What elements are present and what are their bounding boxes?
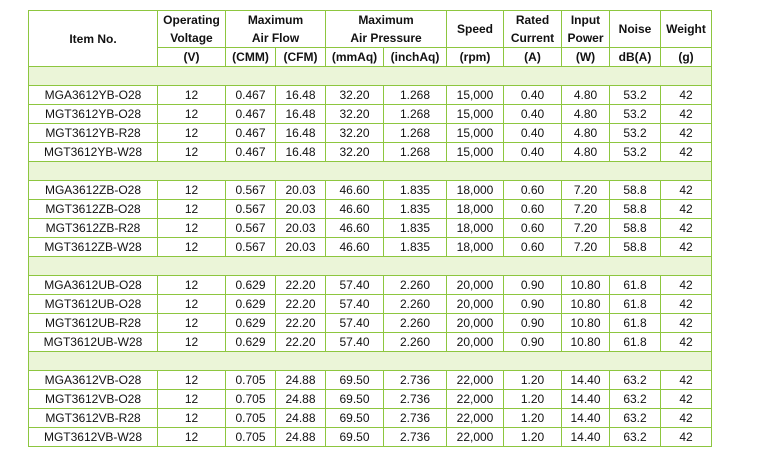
table-cell: 12: [158, 200, 226, 219]
table-cell: 1.20: [504, 371, 562, 390]
table-cell: 0.567: [226, 181, 276, 200]
table-cell: 2.736: [384, 428, 447, 447]
table-cell: 22.20: [276, 295, 326, 314]
unit-cell: (g): [661, 48, 712, 67]
table-cell: 0.40: [504, 124, 562, 143]
table-row: [29, 181, 712, 200]
item-number-cell: MGT3612UB-O28: [29, 295, 158, 314]
table-cell: 22,000: [447, 428, 504, 447]
table-cell: 14.40: [562, 390, 610, 409]
item-number-cell: MGT3612UB-R28: [29, 314, 158, 333]
table-cell: 16.48: [276, 124, 326, 143]
table-row: [29, 276, 712, 295]
table-row: [29, 314, 712, 333]
table-cell: 1.835: [384, 200, 447, 219]
table-cell: 20,000: [447, 314, 504, 333]
table-cell: 0.90: [504, 295, 562, 314]
header-row: [29, 11, 712, 48]
table-cell: 20.03: [276, 238, 326, 257]
table-cell: 0.40: [504, 143, 562, 162]
table-row: [29, 124, 712, 143]
table-cell: 58.8: [610, 238, 661, 257]
item-number-cell: MGT3612ZB-O28: [29, 200, 158, 219]
table-cell: 12: [158, 238, 226, 257]
table-cell: 0.567: [226, 200, 276, 219]
group-separator: [29, 162, 712, 181]
table-cell: 0.467: [226, 143, 276, 162]
table-cell: 1.20: [504, 409, 562, 428]
table-cell: 22.20: [276, 276, 326, 295]
table-cell: 0.705: [226, 371, 276, 390]
table-cell: 10.80: [562, 276, 610, 295]
item-number-cell: MGT3612VB-W28: [29, 428, 158, 447]
header-rated-current: Rated Current: [504, 11, 562, 48]
table-cell: 42: [661, 371, 712, 390]
item-number-cell: MGT3612YB-O28: [29, 105, 158, 124]
table-cell: 0.567: [226, 238, 276, 257]
item-number-cell: MGT3612ZB-R28: [29, 219, 158, 238]
table-cell: 0.60: [504, 181, 562, 200]
table-cell: 12: [158, 219, 226, 238]
header-input-power: Input Power: [562, 11, 610, 48]
table-cell: 53.2: [610, 105, 661, 124]
table-cell: 12: [158, 105, 226, 124]
table-cell: 12: [158, 86, 226, 105]
unit-cell: (A): [504, 48, 562, 67]
unit-cell: (inchAq): [384, 48, 447, 67]
fan-spec-table: [28, 10, 712, 447]
table-cell: 20.03: [276, 219, 326, 238]
table-cell: 69.50: [326, 409, 384, 428]
table-cell: 32.20: [326, 86, 384, 105]
table-cell: 1.835: [384, 238, 447, 257]
table-cell: 15,000: [447, 86, 504, 105]
table-cell: 16.48: [276, 143, 326, 162]
table-cell: 1.835: [384, 181, 447, 200]
item-number-cell: MGT3612UB-W28: [29, 333, 158, 352]
table-row: [29, 105, 712, 124]
table-cell: 1.835: [384, 219, 447, 238]
group-separator-row: [29, 257, 712, 276]
table-cell: 4.80: [562, 124, 610, 143]
item-number-cell: MGT3612YB-R28: [29, 124, 158, 143]
table-cell: 57.40: [326, 333, 384, 352]
table-cell: 4.80: [562, 143, 610, 162]
table-cell: 20,000: [447, 276, 504, 295]
table-cell: 42: [661, 390, 712, 409]
item-number-cell: MGA3612VB-O28: [29, 371, 158, 390]
unit-cell: (V): [158, 48, 226, 67]
unit-cell: (W): [562, 48, 610, 67]
table-row: [29, 428, 712, 447]
table-cell: 42: [661, 124, 712, 143]
table-cell: 0.705: [226, 428, 276, 447]
table-cell: 42: [661, 428, 712, 447]
table-cell: 58.8: [610, 219, 661, 238]
table-cell: 0.60: [504, 219, 562, 238]
table-cell: 1.268: [384, 86, 447, 105]
table-cell: 12: [158, 181, 226, 200]
table-cell: 61.8: [610, 295, 661, 314]
table-cell: 0.567: [226, 219, 276, 238]
table-cell: 42: [661, 200, 712, 219]
table-cell: 1.20: [504, 390, 562, 409]
table-cell: 42: [661, 295, 712, 314]
table-cell: 18,000: [447, 219, 504, 238]
unit-cell: dB(A): [610, 48, 661, 67]
table-cell: 12: [158, 314, 226, 333]
table-cell: 46.60: [326, 181, 384, 200]
table-cell: 15,000: [447, 143, 504, 162]
table-cell: 69.50: [326, 390, 384, 409]
table-cell: 32.20: [326, 105, 384, 124]
table-cell: 0.90: [504, 276, 562, 295]
header-max-air-pressure: Maximum Air Pressure: [326, 11, 447, 48]
table-cell: 22.20: [276, 333, 326, 352]
table-cell: 15,000: [447, 124, 504, 143]
table-cell: 0.705: [226, 390, 276, 409]
table-cell: 22,000: [447, 371, 504, 390]
table-cell: 18,000: [447, 238, 504, 257]
table-cell: 12: [158, 371, 226, 390]
header-item-no: Item No.: [29, 11, 158, 67]
table-cell: 2.260: [384, 314, 447, 333]
item-number-cell: MGT3612VB-O28: [29, 390, 158, 409]
table-cell: 0.467: [226, 86, 276, 105]
table-cell: 18,000: [447, 200, 504, 219]
table-cell: 12: [158, 390, 226, 409]
table-cell: 57.40: [326, 295, 384, 314]
table-cell: 63.2: [610, 390, 661, 409]
table-cell: 22,000: [447, 409, 504, 428]
table-row: [29, 219, 712, 238]
table-cell: 1.20: [504, 428, 562, 447]
table-cell: 0.40: [504, 86, 562, 105]
group-separator-row: [29, 67, 712, 86]
group-separator-row: [29, 162, 712, 181]
item-number-cell: MGT3612ZB-W28: [29, 238, 158, 257]
table-cell: 1.268: [384, 124, 447, 143]
table-cell: 16.48: [276, 105, 326, 124]
table-cell: 14.40: [562, 428, 610, 447]
table-cell: 12: [158, 124, 226, 143]
table-cell: 0.629: [226, 276, 276, 295]
table-cell: 4.80: [562, 86, 610, 105]
table-cell: 12: [158, 143, 226, 162]
table-cell: 2.260: [384, 276, 447, 295]
table-cell: 0.60: [504, 238, 562, 257]
table-cell: 0.467: [226, 124, 276, 143]
table-row: [29, 143, 712, 162]
header-speed: Speed: [447, 11, 504, 48]
table-cell: 46.60: [326, 219, 384, 238]
table-cell: 24.88: [276, 390, 326, 409]
table-cell: 0.705: [226, 409, 276, 428]
table-cell: 10.80: [562, 295, 610, 314]
table-cell: 12: [158, 333, 226, 352]
table-cell: 24.88: [276, 409, 326, 428]
table-cell: 7.20: [562, 200, 610, 219]
table-cell: 18,000: [447, 181, 504, 200]
table-cell: 12: [158, 276, 226, 295]
table-row: [29, 409, 712, 428]
spec-table-container: [28, 10, 712, 447]
table-cell: 46.60: [326, 200, 384, 219]
table-cell: 2.736: [384, 390, 447, 409]
table-cell: 42: [661, 86, 712, 105]
table-cell: 7.20: [562, 181, 610, 200]
table-cell: 24.88: [276, 371, 326, 390]
item-number-cell: MGA3612ZB-O28: [29, 181, 158, 200]
table-cell: 42: [661, 143, 712, 162]
table-cell: 69.50: [326, 371, 384, 390]
table-cell: 61.8: [610, 276, 661, 295]
group-separator: [29, 257, 712, 276]
table-cell: 63.2: [610, 409, 661, 428]
item-number-cell: MGT3612YB-W28: [29, 143, 158, 162]
table-cell: 24.88: [276, 428, 326, 447]
table-cell: 20,000: [447, 333, 504, 352]
table-row: [29, 333, 712, 352]
table-cell: 16.48: [276, 86, 326, 105]
table-cell: 2.260: [384, 333, 447, 352]
table-cell: 22,000: [447, 390, 504, 409]
table-cell: 42: [661, 409, 712, 428]
table-cell: 42: [661, 314, 712, 333]
table-cell: 57.40: [326, 314, 384, 333]
table-cell: 46.60: [326, 238, 384, 257]
table-cell: 53.2: [610, 143, 661, 162]
table-cell: 53.2: [610, 124, 661, 143]
group-separator: [29, 67, 712, 86]
unit-cell: (CFM): [276, 48, 326, 67]
table-cell: 61.8: [610, 333, 661, 352]
table-cell: 42: [661, 238, 712, 257]
item-number-cell: MGA3612UB-O28: [29, 276, 158, 295]
table-cell: 12: [158, 428, 226, 447]
table-cell: 32.20: [326, 143, 384, 162]
table-cell: 20.03: [276, 200, 326, 219]
table-cell: 4.80: [562, 105, 610, 124]
group-separator-row: [29, 352, 712, 371]
table-cell: 12: [158, 409, 226, 428]
header-operating-voltage: Operating Voltage: [158, 11, 226, 48]
spec-table-body: [29, 67, 712, 447]
table-cell: 22.20: [276, 314, 326, 333]
table-cell: 42: [661, 181, 712, 200]
table-cell: 42: [661, 333, 712, 352]
table-cell: 58.8: [610, 181, 661, 200]
table-cell: 61.8: [610, 314, 661, 333]
table-cell: 0.60: [504, 200, 562, 219]
table-cell: 57.40: [326, 276, 384, 295]
table-cell: 7.20: [562, 238, 610, 257]
table-cell: 63.2: [610, 428, 661, 447]
table-cell: 20,000: [447, 295, 504, 314]
table-cell: 0.90: [504, 333, 562, 352]
table-cell: 42: [661, 276, 712, 295]
table-row: [29, 390, 712, 409]
item-number-cell: MGA3612YB-O28: [29, 86, 158, 105]
table-cell: 20.03: [276, 181, 326, 200]
table-row: [29, 86, 712, 105]
unit-cell: (CMM): [226, 48, 276, 67]
table-cell: 0.467: [226, 105, 276, 124]
table-cell: 14.40: [562, 409, 610, 428]
table-row: [29, 238, 712, 257]
table-row: [29, 295, 712, 314]
table-cell: 12: [158, 295, 226, 314]
table-row: [29, 371, 712, 390]
unit-cell: (rpm): [447, 48, 504, 67]
table-cell: 1.268: [384, 105, 447, 124]
table-cell: 42: [661, 219, 712, 238]
table-cell: 2.736: [384, 371, 447, 390]
table-cell: 63.2: [610, 371, 661, 390]
header-weight: Weight: [661, 11, 712, 48]
table-cell: 2.260: [384, 295, 447, 314]
table-cell: 58.8: [610, 200, 661, 219]
group-separator: [29, 352, 712, 371]
table-cell: 0.629: [226, 333, 276, 352]
table-cell: 0.629: [226, 314, 276, 333]
item-number-cell: MGT3612VB-R28: [29, 409, 158, 428]
table-cell: 0.90: [504, 314, 562, 333]
table-cell: 0.40: [504, 105, 562, 124]
table-cell: 2.736: [384, 409, 447, 428]
table-cell: 42: [661, 105, 712, 124]
table-cell: 1.268: [384, 143, 447, 162]
table-cell: 0.629: [226, 295, 276, 314]
table-cell: 14.40: [562, 371, 610, 390]
table-cell: 10.80: [562, 333, 610, 352]
table-cell: 53.2: [610, 86, 661, 105]
table-row: [29, 200, 712, 219]
table-cell: 69.50: [326, 428, 384, 447]
header-max-air-flow: Maximum Air Flow: [226, 11, 326, 48]
table-cell: 32.20: [326, 124, 384, 143]
unit-cell: (mmAq): [326, 48, 384, 67]
table-cell: 10.80: [562, 314, 610, 333]
table-cell: 7.20: [562, 219, 610, 238]
header-noise: Noise: [610, 11, 661, 48]
table-cell: 15,000: [447, 105, 504, 124]
